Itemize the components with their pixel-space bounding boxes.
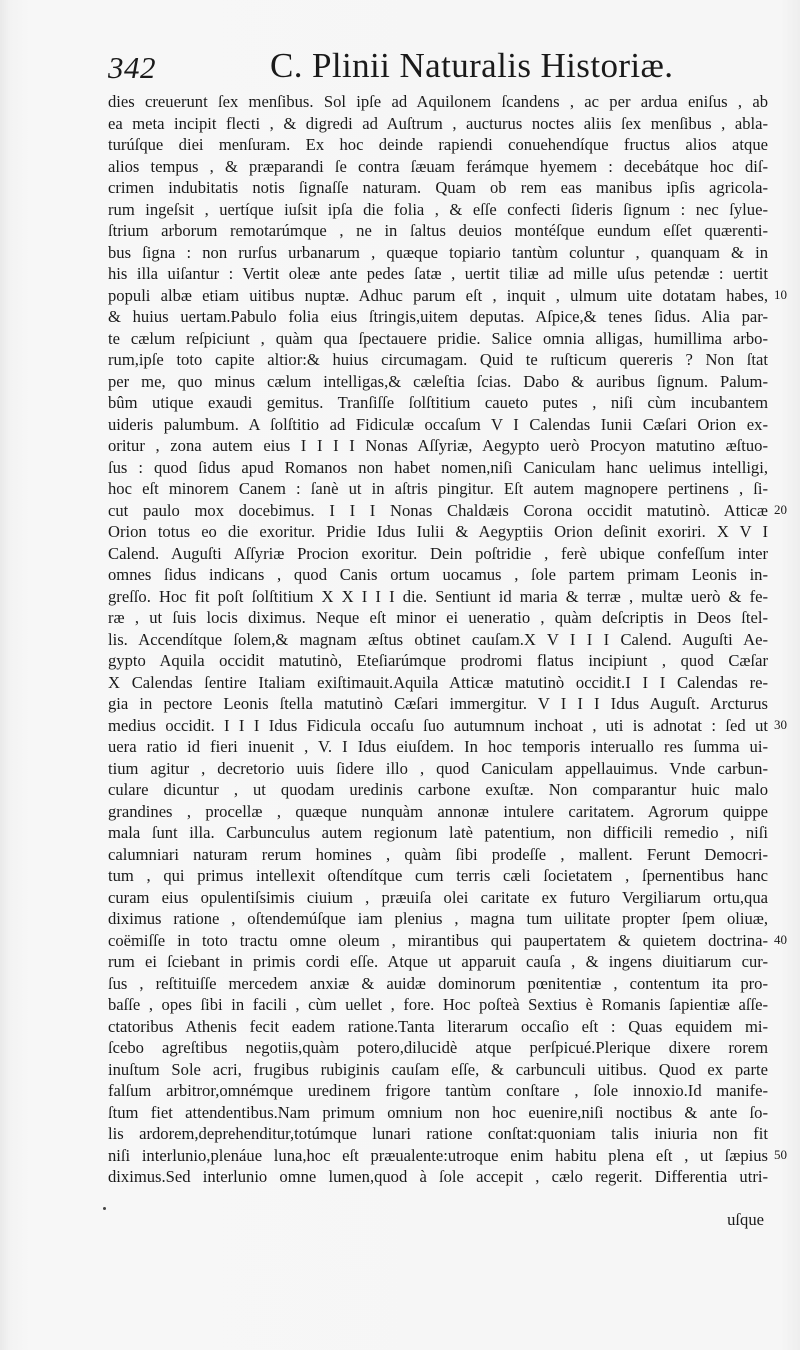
text-line: Orion totus eo die exoritur. Pridie Idus Iulii & Aegyptiis Orion deſinit exoriri. X V I	[108, 522, 768, 541]
text-line: ſcebo agreſtibus negotiis,quàm potero,dilucidè atque perſpicué.Plerique dixere rorem	[108, 1038, 768, 1057]
text-line: ræ , ut ſuis locis diximus. Neque eſt minor ei ueneratio , quàm deſcriptis in Deos ſtel-	[108, 608, 768, 627]
text-line: per me, quo minus cælum intelligas,& cæleſtia ſcias. Dabo & auribus ſignum. Palum-	[108, 371, 768, 391]
text-line: tum , qui primus intellexit oſtendítque cum terris cæli ſocietatem , ſpernentibus hanc	[108, 866, 768, 885]
margin-line-number: 20	[774, 502, 787, 517]
margin-line-number: 30	[774, 717, 787, 732]
page-header	[108, 40, 768, 90]
text-line: gypto Aquila occidit matutinò, Eteſiarúmque prodromi flatus incipiunt , quod Cæſar	[108, 651, 768, 670]
body-text	[108, 91, 768, 1231]
text-line: ſus , reſtituiſſe mercedem anxiæ & auidæ dominorum pœnitentiæ , contentum ita pro-	[108, 973, 768, 993]
text-line: his illa uiſantur : Vertit oleæ ante pedes ſatæ , uertit tiliæ ad mille uſus petendæ : uertit	[108, 264, 768, 283]
text-line: falſum arbitror,omnémque uredinem frigore tantùm conſtare , ſole innoxio.Id manife-	[108, 1081, 768, 1100]
text-line: rum ei ſciebant in primis cordi eſſe. Atque ut apparuit cauſa , & ingens diuitiarum cur-	[108, 952, 768, 971]
text-line: crimen indubitatis notis ſignaſſe naturam. Quam ob rem eas manibus ipſis agricola-	[108, 178, 768, 197]
running-title: C. Plinii Naturalis Historiæ.	[270, 46, 674, 85]
text-line: dies creuerunt ſex menſibus. Sol ipſe ad Aquilonem ſcandens , ac per ardua eniſus , ab	[108, 92, 768, 111]
text-line: curam eius opulentiſsimis ciuium , præuiſa olei caritate ex futuro Vergiliarum ortu,qua	[108, 887, 768, 907]
text-line: rum,ipſe toto capite altior:& huius circumagam. Quid te ruſticum quereris ? Non ſtat	[108, 350, 768, 369]
text-line: lis ardorem,deprehenditur,totúmque lunari ratione conſtat:quoniam talis iniuria non fit	[108, 1124, 768, 1143]
margin-line-number: 50	[774, 1147, 787, 1162]
text-line: calumniari naturam rerum homines , quàm ſibi prodeſſe , mallent. Ferunt Democri-	[108, 844, 768, 864]
text-line: greſſo. Hoc fit poſt ſolſtitium X X I I I die. Sentiunt id maria & terræ , multæ uerò & fe-	[108, 586, 768, 606]
text-line: ea meta incipit flecti , & digredi ad Auſtrum , aucturus noctes aliis ſex menſibus , abla-	[108, 113, 768, 133]
text-line: bûm utique exaudi gemitus. Tranſiſſe ſolſtitium caueto putes , niſi cùm incubantem	[108, 393, 768, 412]
margin-line-number: 40	[774, 932, 787, 947]
text-line: ſtrium arborum remotarúmque , ne in ſaltus deuios montéſque eundum eſſet quærenti-	[108, 221, 768, 240]
text-line: lis. Accendítque ſolem,& magnam æſtus obtinet cauſam.X V I I I Calend. Auguſti Ae-	[108, 629, 768, 649]
text-line: omnes ſidus indicans , quod Canis ortum uocamus , ſole partem primam Leonis in-	[108, 565, 768, 584]
text-line: Calend. Auguſti Aſſyriæ Procion exoritur. Dein poſtridie , ferè ubique confeſſum inter	[108, 543, 768, 563]
text-line: rum ingeſsit , uertíque iuſsit ipſa die folia , & eſſe confecti ſideris ſignum : nec ſylue-	[108, 199, 768, 219]
text-line: te cælum reſpiciunt , quàm qua ſpectauere pridie. Salice omnia alligas, humillima arbo-	[108, 328, 768, 348]
margin-line-number: 10	[774, 287, 787, 302]
text-line: inuſtum Sole acri, frugibus rubiginis cauſam eſſe, & carbunculi uitibus. Quod ex parte	[108, 1059, 768, 1079]
text-line: alios tempus , & præparandi ſe contra ſæuam ferámque hyemem : decebátque hoc diſ-	[108, 156, 768, 176]
catchword: uſque	[727, 1210, 764, 1229]
text-line: diximus.Sed interlunio omne lumen,quod à ſole accepit , cælo regerit. Differentia utri-	[108, 1167, 768, 1186]
text-line: uideris palumbum. A ſolſtitio ad Fidiculæ occaſum V I Calendas Iunii Cæſari Orion ex-	[108, 414, 768, 434]
text-line: diximus ratione , oſtendemúſque iam plenius , magna tum uilitate propter ſpem oliuæ,	[108, 909, 768, 928]
text-line: mala ſunt illa. Carbunculus autem regionum latè patentium, non difficili remedio , niſi	[108, 823, 768, 842]
text-line: hoc eſt minorem Canem : ſanè ut in aſtris pingitur. Eſt autem magnopere pertinens , ſi-	[108, 479, 768, 498]
text-line: niſi interlunio,plenáue luna,hoc eſt præualente:utroque enim habitu plena eſt , ut ſæpius	[108, 1145, 768, 1165]
text-line: X Calendas ſentire Italiam exiſtimauit.Aquila Atticæ matutinò occidit.I I I Calendas re-	[108, 672, 768, 692]
text-line: cut paulo mox docebimus. I I I Nonas Chaldæis Corona occidit matutinò. Atticæ	[108, 500, 768, 520]
text-line: baſſe , opes ſibi in facili , cùm uellet , fore. Hoc poſteà Sextius è Romanis ſapientiæ aſſe-	[108, 995, 768, 1014]
ink-speck	[103, 1207, 106, 1210]
text-line: populi albæ etiam uitibus nuptæ. Adhuc parum eſt , inquit , ulmum uite dotatam habes,	[108, 285, 768, 305]
text-line: & huius uertam.Pabulo folia eius ſtringis,uitem deputas. Aſpice,& tenes ſidus. Alia par-	[108, 307, 768, 326]
text-line: coëmiſſe in toto tractu omne oleum , mirantibus qui paupertatem & quietem doctrina-	[108, 930, 768, 950]
text-line: ſtum fiet attendentibus.Nam primum omnium non hoc euenire,niſi noctibus & ante ſo-	[108, 1102, 768, 1122]
text-line: oritur , zona autem eius I I I I Nonas Aſſyriæ, Aegypto uerò Procyon matutino æſtuo-	[108, 436, 768, 455]
text-line: bus ſigna : non rurſus urbanarum , quæque topiario tantùm coluntur , quanquam & in	[108, 242, 768, 262]
page-number: 342	[108, 50, 156, 85]
text-line: gia in pectore Leonis ſtella matutinò Cæſari immergitur. V I I I Idus Auguſt. Arcturus	[108, 694, 768, 713]
text-line: medius occidit. I I I Idus Fidicula occaſu ſuo autumnum inchoat , uti is adnotat : ſed ut	[108, 715, 768, 735]
text-line: culare dicuntur , ut quodam uredinis carbone exuſtæ. Non comparantur huic malo	[108, 780, 768, 799]
text-line: grandines , procellæ , quæque nunquàm annonæ intulere caritatem. Agrorum quippe	[108, 801, 768, 821]
text-line: uera ratio id fieri inuenit , V. I Idus eiuſdem. In hoc temporis interuallo res ſumma ui-	[108, 737, 768, 756]
text-line: turúſque diei menſuram. Ex hoc deinde rapiendi conuehendíque fructus alios atque	[108, 135, 768, 154]
text-line: tium agitur , decretorio uuis ſidere illo , quod Caniculam appellauimus. Vnde carbun-	[108, 758, 768, 778]
text-line	[108, 1188, 768, 1210]
text-line: ſus : quod ſidus apud Romanos non habet nomen,niſi Caniculam hanc uelimus intelligi,	[108, 457, 768, 477]
text-line: ctatoribus Athenis fecit eadem ratione.Tanta literarum occaſio eſt : Quas equidem mi-	[108, 1016, 768, 1036]
